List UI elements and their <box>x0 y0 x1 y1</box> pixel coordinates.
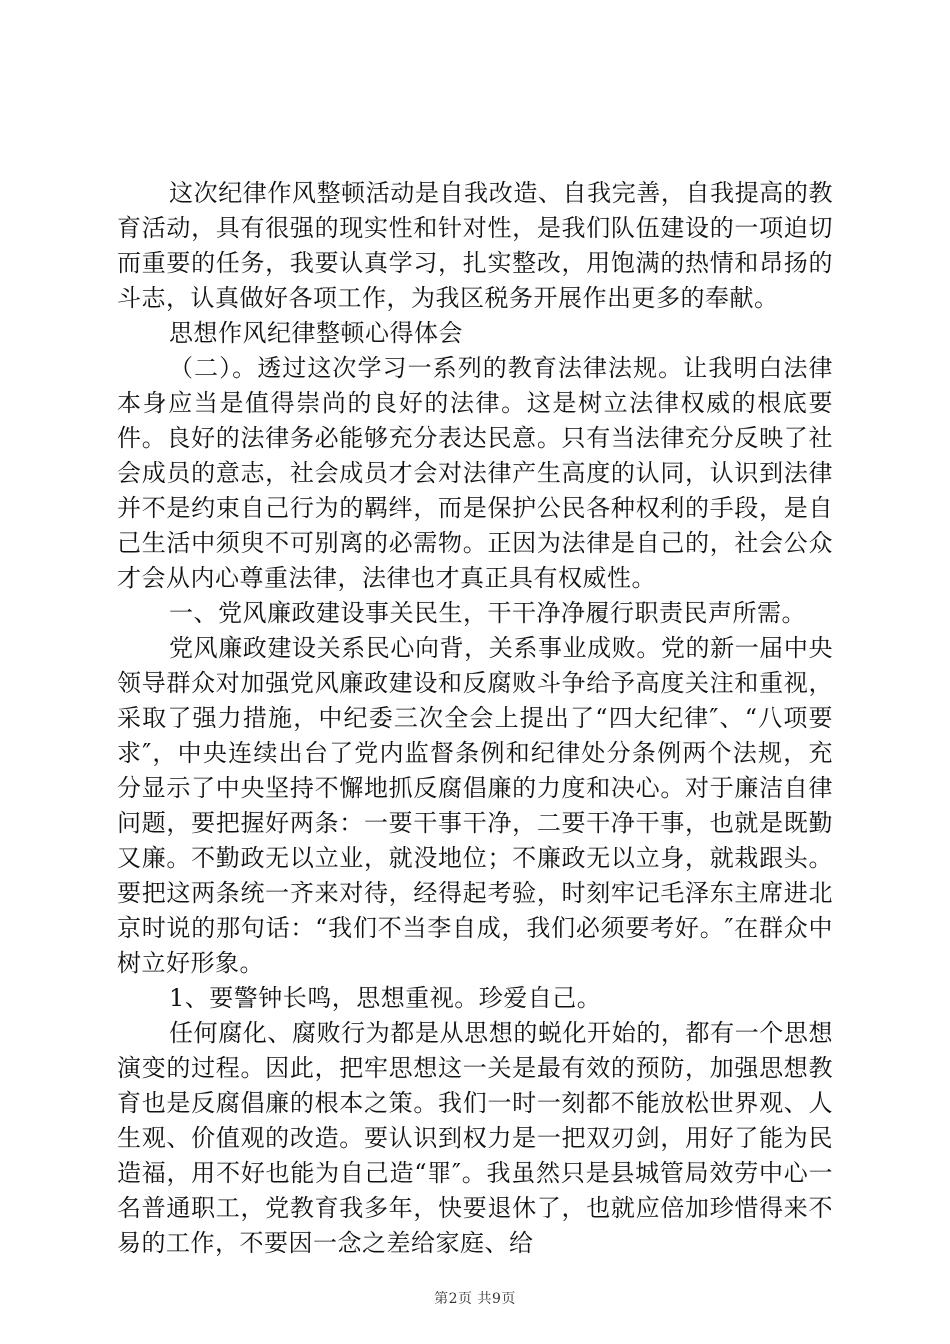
document-body <box>117 176 833 1261</box>
page-number-footer: 第2页 共9页 <box>434 1291 516 1307</box>
paragraph: 这次纪律作风整顿活动是自我改造、自我完善，自我提高的教育活动，具有很强的现实性和针对性，是我们队伍建设的一项迫切而重要的任务，我要认真学习，扎实整改，用饱满的热情和昂扬的斗志，认真做好各项工作，为我区税务开展作出更多的奉献。 <box>117 179 833 312</box>
paragraph: 任何腐化、腐败行为都是从思想的蜕化开始的，都有一个思想演变的过程。因此，把牢思想这一关是最有效的预防，加强思想教育也是反腐倡廉的根本之策。我们一时一刻都不能放松世界观、人生观、价值观的改造。要认识到权力是一把双刃剑，用好了能为民造福，用不好也能为自己造“罪″。我虽然只是县城管局效劳中心一名普通职工，党教育我多年，快要退休了，也就应倍加珍惜得来不易的工作，不要因一念之差给家庭、给 <box>117 1019 833 1257</box>
section-heading: 思想作风纪律整顿心得体会 <box>169 319 463 347</box>
subsection-heading: 1、要警钟长鸣，思想重视。珍爱自己。 <box>169 984 602 1012</box>
section-heading: 一、党风廉政建设事关民生，干干净净履行职责民声所需。 <box>169 599 806 627</box>
paragraph: （二）。透过这次学习一系列的教育法律法规。让我明白法律本身应当是值得崇尚的良好的法律。这是树立法律权威的根底要件。良好的法律务必能够充分表达民意。只有当法律充分反映了社会成员的意志，社会成员才会对法律产生高度的认同，认识到法律并不是约束自己行为的羁绊，而是保护公民各种权利的手段，是自己生活中须臾不可别离的必需物。正因为法律是自己的，社会公众才会从内心尊重法律，法律也才真正具有权威性。 <box>117 354 833 592</box>
paragraph: 党风廉政建设关系民心向背，关系事业成败。党的新一届中央领导群众对加强党风廉政建设和反腐败斗争给予高度关注和重视，采取了强力措施，中纪委三次全会上提出了“四大纪律″、“八项要求″，中央连续出台了党内监督条例和纪律处分条例两个法规，充分显示了中央坚持不懈地抓反腐倡廉的力度和决心。对于廉洁自律问题，要把握好两条：一要干事干净，二要干净干事，也就是既勤又廉。不勤政无以立业，就没地位；不廉政无以立身，就栽跟头。要把这两条统一齐来对待，经得起考验，时刻牢记毛泽东主席进北京时说的那句话：“我们不当李自成，我们必须要考好。″在群众中树立好形象。 <box>117 634 833 977</box>
